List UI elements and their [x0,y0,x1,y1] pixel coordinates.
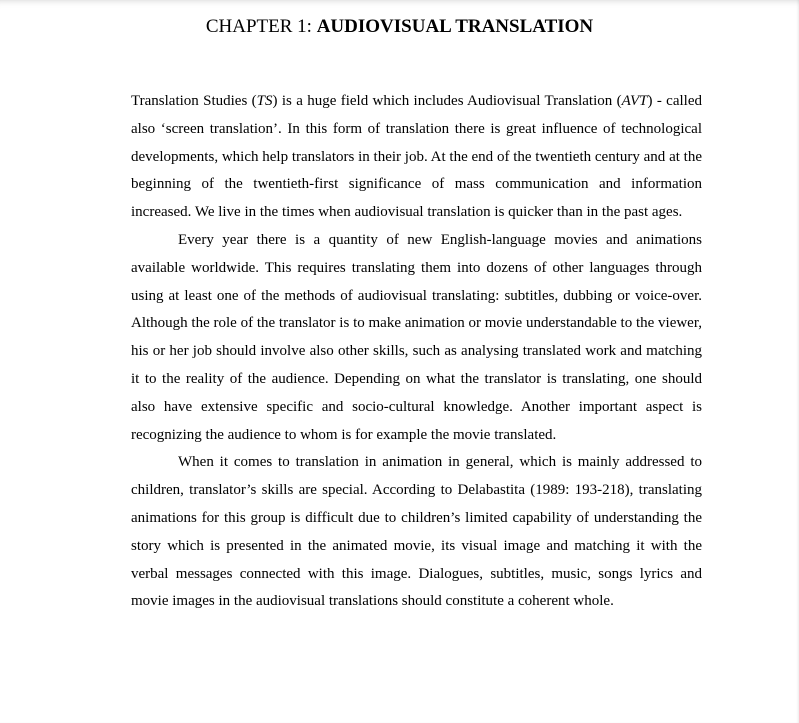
chapter-heading [0,16,799,38]
abbrev-avt: AVT [621,93,648,109]
paragraph-3: When it comes to translation in animation in general, which is mainly addressed to children, translator’s skills are special. According to Delabastita (1989: 193-218), translating animations for this group is difficult due to children’s limited capability of understanding the story which is presented in the animated movie, its visual image and matching it with the verbal messages connected with this image. Dialogues, subtitles, music, songs lyrics and movie images in the audiovisual translations should constitute a coherent whole. [131,454,702,610]
paragraph-1-text-a: Translation Studies ( [131,93,257,109]
abbrev-ts: TS [256,93,273,109]
paragraph-1 [131,88,702,227]
paragraph-1-text-b: ) is a huge field which includes Audiovisual Translation ( [272,93,622,109]
chapter-label: CHAPTER 1: [205,16,317,37]
body-text [131,88,702,616]
chapter-title: AUDIOVISUAL TRANSLATION [316,16,594,37]
paragraph-1-text-c: ) - called also ‘screen translation’. In this form of translation there is great influence of technological developments, which help translators in their job. At the end of the twentieth century and at the beginning of the twentieth-first significance of mass communication and information increased. We live in the times when audiovisual translation is quicker than in the past ages. [131,93,702,221]
paragraph-2: Every year there is a quantity of new English-language movies and animations available worldwide. This requires translating them into dozens of other languages through using at least one of the methods of audiovisual translating: subtitles, dubbing or voice-over. Although the role of the translator is to make animation or movie understandable to the viewer, his or her job should involve also other skills, such as analysing translated work and matching it to the reality of the audience. Depending on what the translator is translating, one should also have extensive specific and socio-cultural knowledge. Another important aspect is recognizing the audience to whom is for example the movie translated. [131,231,702,443]
